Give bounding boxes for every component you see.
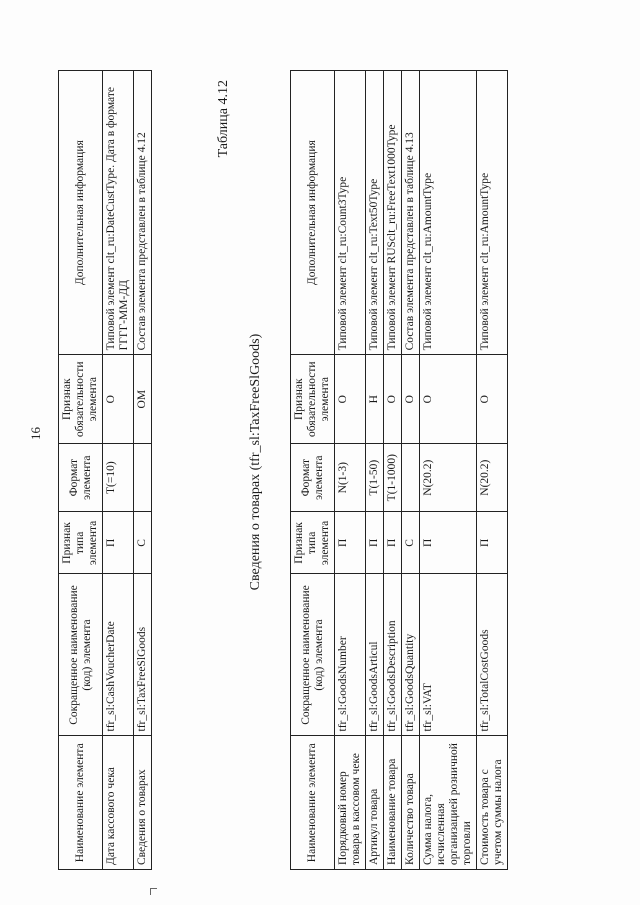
table-label: Таблица 4.12	[216, 80, 231, 158]
cell-name: Стоимость товара с учетом суммы налога	[477, 736, 508, 870]
cell-format: N(1-3)	[335, 444, 366, 512]
header-code: Сокращенное наименование (код) элемента	[291, 574, 335, 736]
cell-name: Сведения о товарах	[134, 736, 152, 870]
cell-type: П	[477, 512, 508, 574]
cell-code: tfr_sl:GoodsArticul	[366, 574, 384, 736]
cell-type: П	[366, 512, 384, 574]
cell-code: tfr_sl:TotalCostGoods	[477, 574, 508, 736]
cell-info: Типовой элемент clt_ru:AmountType	[477, 71, 508, 355]
header-info: Дополнительная информация	[59, 71, 103, 355]
cell-format: N(20.2)	[477, 444, 508, 512]
table-goods	[290, 70, 508, 870]
cell-type: П	[335, 512, 366, 574]
cell-type: П	[103, 512, 134, 574]
header-format: Формат элемента	[59, 444, 103, 512]
table-row	[366, 71, 384, 870]
cell-info: Состав элемента представлен в таблице 4.13	[402, 71, 420, 355]
cell-format: N(20.2)	[420, 444, 477, 512]
cell-type: П	[420, 512, 477, 574]
cell-name: Артикул товара	[366, 736, 384, 870]
cell-format	[134, 444, 152, 512]
cell-format: T(1-1000)	[384, 444, 402, 512]
cell-name: Порядковый номер товара в кассовом чеке	[335, 736, 366, 870]
cell-info: Типовой элемент RUSclt_ru:FreeText1000Type	[384, 71, 402, 355]
cell-info: Типовой элемент clt_ru:DateCustType. Дата в формате ГГГГ-ММ-ДД	[103, 71, 134, 355]
cell-required: О	[420, 355, 477, 444]
table-row	[384, 71, 402, 870]
crop-mark	[150, 888, 157, 895]
cell-required: О	[477, 355, 508, 444]
cell-name: Количество товара	[402, 736, 420, 870]
header-name: Наименование элемента	[291, 736, 335, 870]
cell-format: T(1-50)	[366, 444, 384, 512]
cell-required: О	[402, 355, 420, 444]
header-required: Признак обязательности элемента	[291, 355, 335, 444]
page-number: 16	[28, 427, 43, 440]
table-row	[477, 71, 508, 870]
cell-info: Состав элемента представлен в таблице 4.12	[134, 71, 152, 355]
cell-name: Сумма налога, исчисленная организацией розничной торговли	[420, 736, 477, 870]
cell-code: tfr_sl:VAT	[420, 574, 477, 736]
header-name: Наименование элемента	[59, 736, 103, 870]
cell-type: С	[402, 512, 420, 574]
cell-format	[402, 444, 420, 512]
cell-code: tfr_sl:CashVoucherDate	[103, 574, 134, 736]
header-format: Формат элемента	[291, 444, 335, 512]
cell-code: tfr_sl:GoodsDescription	[384, 574, 402, 736]
table-header-row	[59, 71, 103, 870]
header-required: Признак обязательности элемента	[59, 355, 103, 444]
cell-type: П	[384, 512, 402, 574]
header-info: Дополнительная информация	[291, 71, 335, 355]
table-row	[335, 71, 366, 870]
cell-format: T(=10)	[103, 444, 134, 512]
rotated-content	[38, 42, 618, 882]
cell-required: О	[384, 355, 402, 444]
cell-required: О	[103, 355, 134, 444]
cell-required: О	[335, 355, 366, 444]
table-title: Сведения о товарах (tfr_sl:TaxFreeSlGoods)	[248, 333, 263, 591]
cell-code: tfr_sl:TaxFreeSlGoods	[134, 574, 152, 736]
header-type: Признак типа элемента	[59, 512, 103, 574]
table-element-fields	[58, 70, 152, 870]
header-code: Сокращенное наименование (код) элемента	[59, 574, 103, 736]
table-header-row	[291, 71, 335, 870]
table-row	[134, 71, 152, 870]
header-type: Признак типа элемента	[291, 512, 335, 574]
cell-info: Типовой элемент clt_ru:Count3Type	[335, 71, 366, 355]
cell-required: ОМ	[134, 355, 152, 444]
table-row	[103, 71, 134, 870]
cell-code: tfr_sl:GoodsQuantity	[402, 574, 420, 736]
cell-code: tfr_sl:GoodsNumber	[335, 574, 366, 736]
cell-info: Типовой элемент clt_ru:AmountType	[420, 71, 477, 355]
table-row	[402, 71, 420, 870]
cell-name: Наименование товара	[384, 736, 402, 870]
table-row	[420, 71, 477, 870]
cell-type: С	[134, 512, 152, 574]
cell-info: Типовой элемент clt_ru:Text50Type	[366, 71, 384, 355]
cell-name: Дата кассового чека	[103, 736, 134, 870]
cell-required: Н	[366, 355, 384, 444]
